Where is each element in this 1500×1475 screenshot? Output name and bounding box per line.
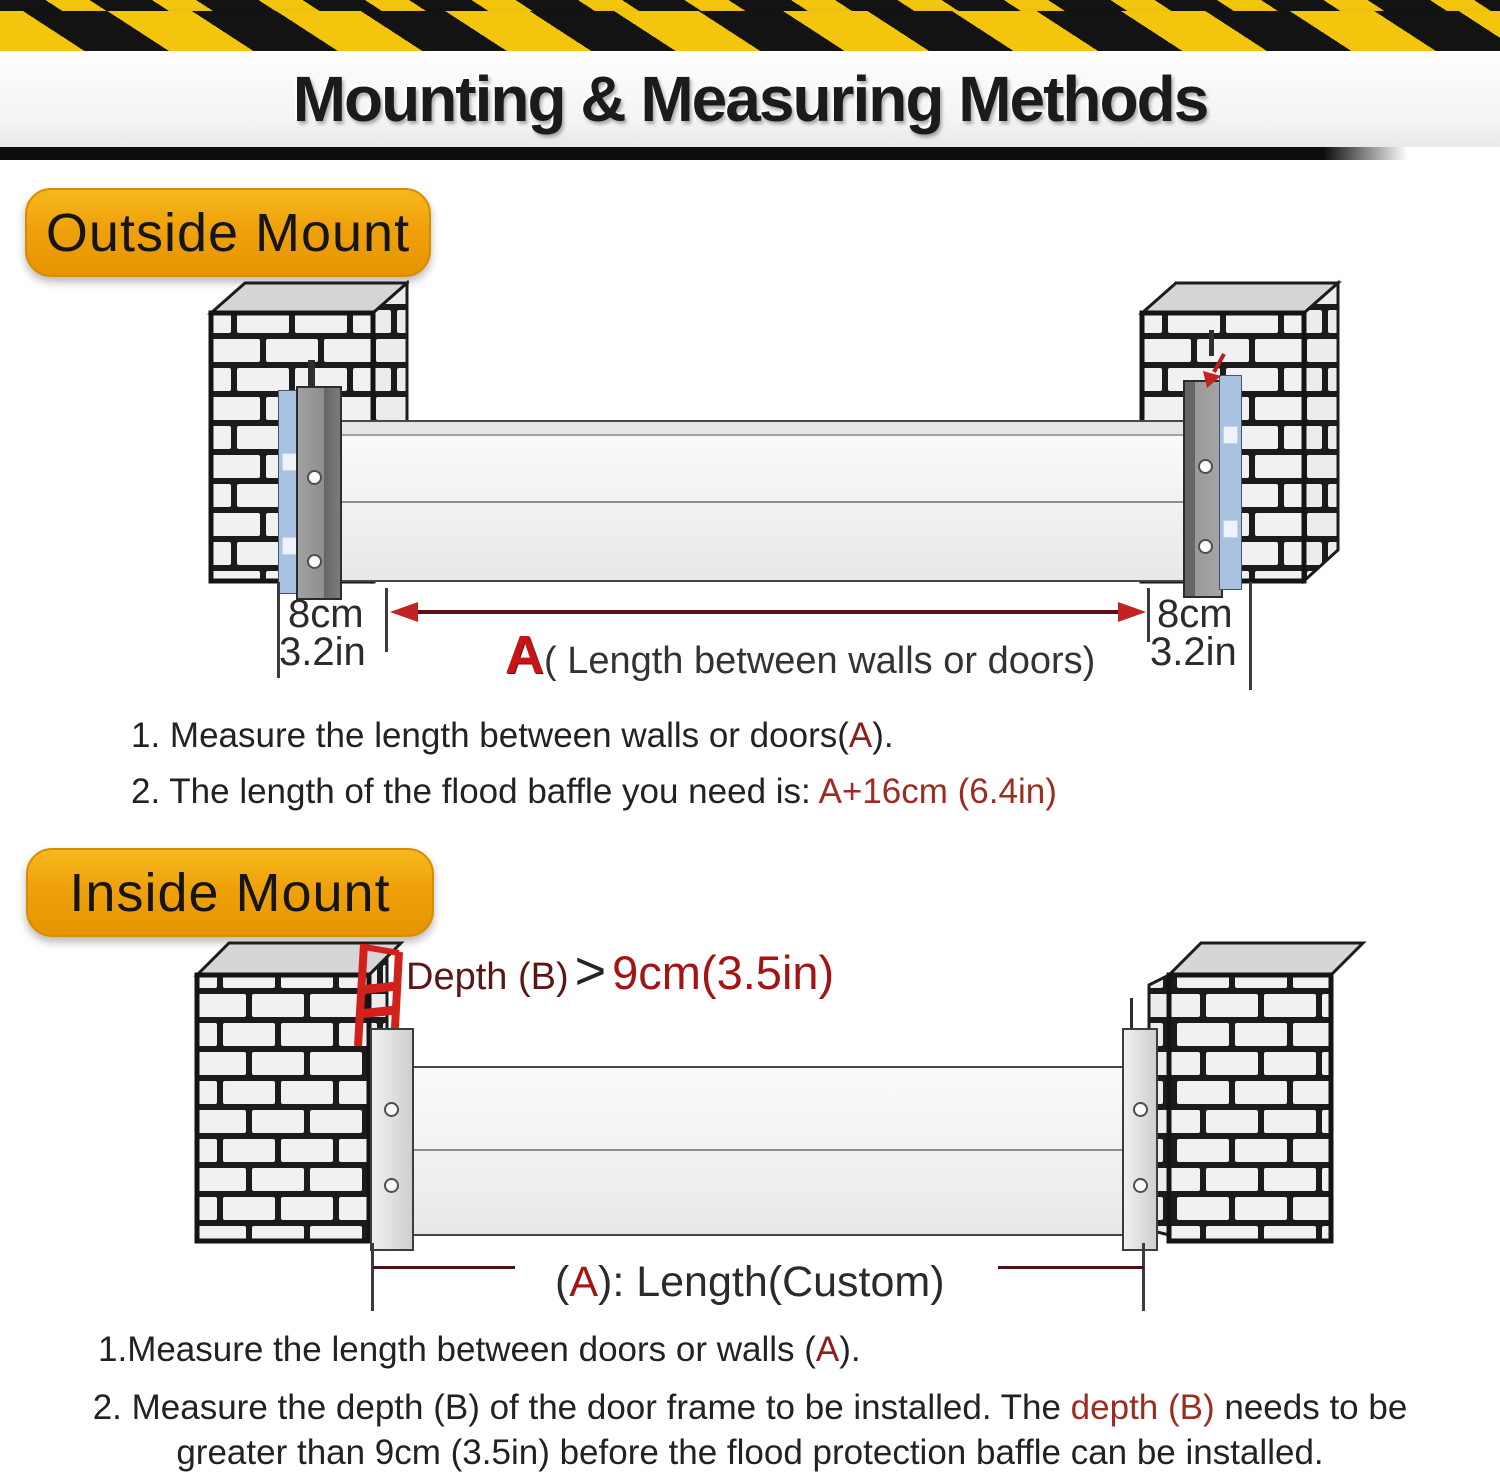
length-a-letter: A [569, 1258, 599, 1306]
inside-right-channel [1122, 1028, 1158, 1251]
right-anchor-pin [1130, 998, 1133, 1030]
step-red-text: depth (B) [1070, 1388, 1215, 1427]
inside-mount-badge-label: Inside Mount [69, 862, 391, 923]
left-mounting-channel [296, 386, 342, 600]
inside-left-channel [370, 1028, 414, 1251]
outside-mount-badge-label: Outside Mount [45, 202, 411, 263]
step-text: ). [839, 1330, 861, 1369]
barrier-board-seam [412, 1149, 1124, 1151]
outside-step-2 [131, 772, 1057, 812]
red-down-arrow-icon [1198, 350, 1232, 392]
screw-hole-icon [384, 1102, 399, 1117]
outside-mount-badge [25, 188, 431, 277]
dimension-tick [1249, 582, 1252, 690]
depth-value-text: 9cm(3.5in) [612, 946, 835, 999]
screw-hole-icon [384, 1178, 399, 1193]
barrier-board-seam [340, 501, 1185, 503]
inside-step-2 [50, 1386, 1450, 1475]
step-text: ). [872, 716, 894, 755]
title-band [0, 51, 1500, 147]
gasket-highlight [282, 537, 297, 555]
title-divider-bar [0, 147, 1408, 160]
screw-hole-icon [307, 554, 322, 569]
paren-open: ( [555, 1258, 570, 1306]
inside-mount-badge [26, 848, 434, 937]
inside-right-pillar-illustration [1145, 933, 1371, 1248]
gasket-highlight [1223, 520, 1238, 538]
step-text: 1. Measure the length between walls or doors( [131, 716, 849, 755]
inside-flood-barrier-panel [410, 1066, 1126, 1236]
step-text: 1.Measure the length between doors or walls ( [98, 1330, 816, 1369]
left-anchor-notch [308, 360, 315, 388]
left-offset-inch: 3.2in [279, 630, 366, 674]
outside-flood-barrier-panel [338, 420, 1187, 582]
custom-length-label [555, 1258, 945, 1307]
depth-requirement-label [406, 941, 835, 1001]
screw-hole-icon [1133, 1178, 1148, 1193]
inside-step-1 [98, 1330, 861, 1370]
screw-hole-icon [1133, 1102, 1148, 1117]
dimension-tick [371, 1243, 374, 1311]
hazard-stripe-top [0, 0, 1500, 11]
length-a-label [505, 625, 1096, 685]
outside-step-1 [131, 716, 894, 756]
length-label-text: ): Length(Custom) [598, 1258, 945, 1306]
page-title: Mounting & Measuring Methods [292, 63, 1208, 135]
right-seal-gasket [1219, 375, 1242, 590]
step-red-text: A+16cm (6.4in) [818, 772, 1057, 811]
step-text: 2. Measure the depth (B) of the door frame to be installed. The [92, 1388, 1071, 1427]
dimension-line-left [373, 1266, 515, 1269]
hazard-stripe-banner [0, 11, 1500, 51]
left-offset-cm: 8cm [288, 592, 364, 636]
screw-hole-icon [307, 470, 322, 485]
depth-label-text: Depth (B) [406, 956, 569, 998]
screw-hole-icon [1198, 459, 1213, 474]
right-mounting-channel [1183, 380, 1223, 598]
step-red-text: A [815, 1330, 840, 1369]
dimension-line-right [998, 1266, 1144, 1269]
screw-hole-icon [1198, 539, 1213, 554]
step-text: needs to be greater than 9cm (3.5in) before the flood protection baffle can be installed. [176, 1388, 1408, 1472]
double-arrow-icon [388, 598, 1148, 626]
length-a-letter: A [505, 625, 544, 685]
step-text: 2. The length of the flood baffle you need is: [131, 772, 819, 811]
gasket-highlight [282, 453, 297, 471]
length-a-text: ( Length between walls or doors) [544, 640, 1096, 682]
right-offset-cm: 8cm [1157, 592, 1233, 636]
right-offset-inch: 3.2in [1150, 630, 1237, 674]
dimension-tick [1142, 1243, 1145, 1311]
greater-than-symbol: > [574, 941, 607, 1001]
gasket-highlight [1223, 426, 1238, 444]
barrier-top-edge [340, 422, 1185, 436]
step-red-text: A [848, 716, 873, 755]
